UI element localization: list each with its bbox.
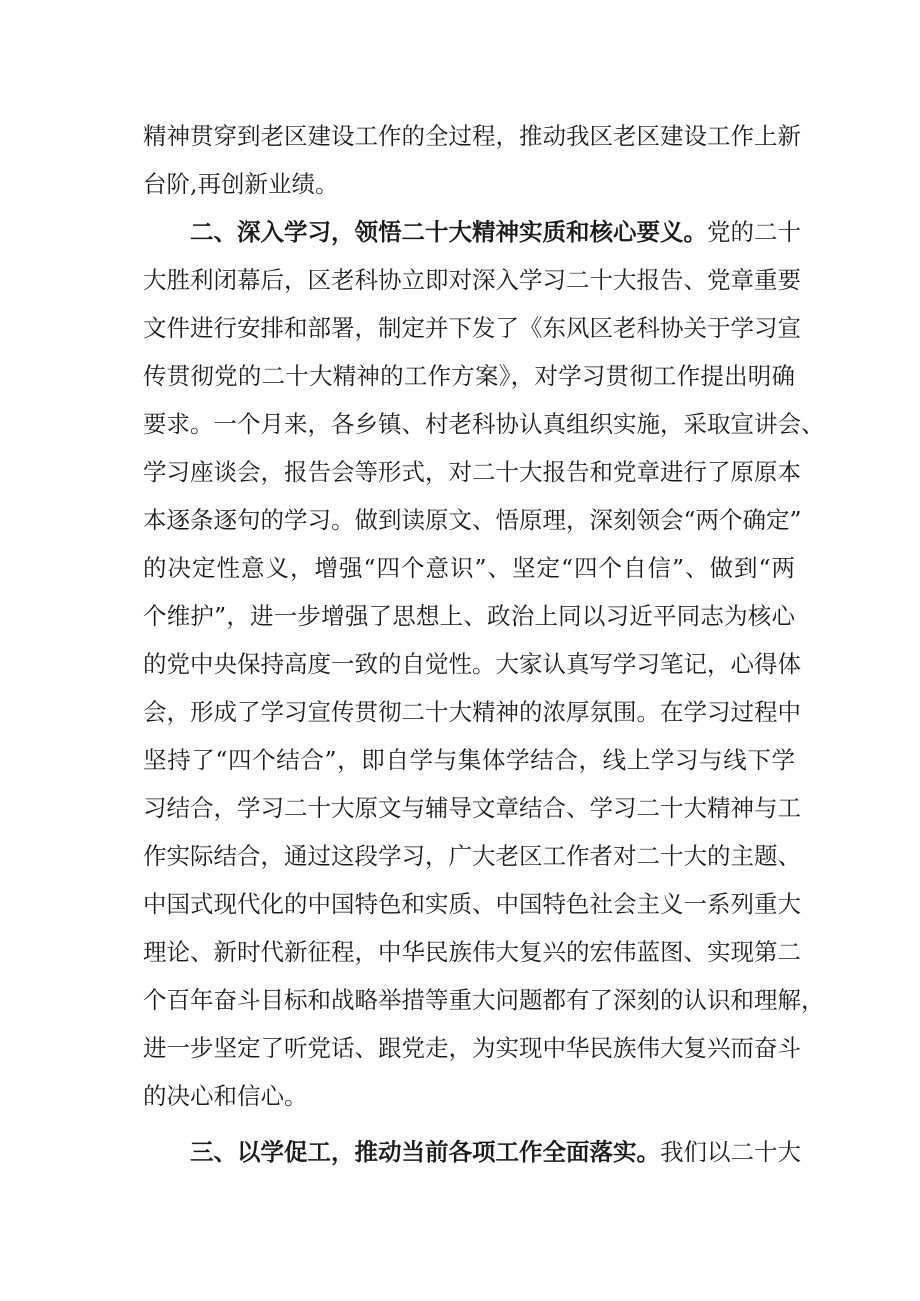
- text-line: [143, 553, 795, 583]
- text-segment: 大胜利闭幕后，区老科协立即对深入学习二十大报告、党章重要: [143, 266, 801, 294]
- text-line: [143, 265, 801, 295]
- text-line: [143, 313, 801, 343]
- text-segment: 坚持了“四个结合”，即自学与集体学结合，线上学习与线下学: [143, 746, 795, 774]
- text-line: [143, 1033, 801, 1063]
- text-segment: 台阶,再创新业绩。: [143, 170, 339, 198]
- text-segment: 我们以二十大: [660, 1138, 801, 1166]
- text-segment: 的决心和信心。: [143, 1082, 308, 1110]
- text-line: [143, 649, 801, 679]
- text-segment: 进一步坚定了听党话、跟党走，为实现中华民族伟大复兴而奋斗: [143, 1034, 801, 1062]
- section-heading: 二、深入学习，领悟二十大精神实质和核心要义。: [190, 218, 707, 246]
- text-line: [143, 505, 802, 535]
- text-line: [143, 601, 795, 631]
- text-line: [143, 889, 801, 919]
- text-segment: 学习座谈会，报告会等形式，对二十大报告和党章进行了原原本: [143, 458, 801, 486]
- text-segment: 精神贯穿到老区建设工作的全过程，推动我区老区建设工作上新: [143, 122, 801, 150]
- section-heading-line: [190, 217, 801, 247]
- text-segment: 个维护”，进一步增强了思想上、政治上同以习近平同志为核心: [143, 602, 795, 630]
- text-segment: 本逐条逐句的学习。做到读原文、悟原理，深刻领会“两个确定”: [143, 506, 802, 534]
- text-line: [143, 793, 801, 823]
- text-line: [143, 745, 795, 775]
- text-segment: 的决定性意义，增强“四个意识”、坚定“四个自信”、做到“两: [143, 554, 795, 582]
- text-segment: 文件进行安排和部署，制定并下发了《东风区老科协关于学习宣: [143, 314, 801, 342]
- section-heading: 三、以学促工，推动当前各项工作全面落实。: [190, 1138, 660, 1166]
- text-line: [143, 361, 795, 391]
- text-segment: 会，形成了学习宣传贯彻二十大精神的浓厚氛围。在学习过程中: [143, 698, 801, 726]
- section-heading-line: [190, 1137, 801, 1167]
- text-segment: 理论、新时代新征程，中华民族伟大复兴的宏伟蓝图、实现第二: [143, 938, 801, 966]
- text-segment: 党的二十: [707, 218, 801, 246]
- text-line: [143, 121, 801, 151]
- text-line: [143, 697, 801, 727]
- text-line: [143, 841, 801, 871]
- text-segment: 个百年奋斗目标和战略举措等重大问题都有了深刻的认识和理解，: [143, 986, 825, 1014]
- text-line: [143, 1081, 795, 1111]
- text-line: [143, 937, 801, 967]
- text-segment: 的党中央保持高度一致的自觉性。大家认真写学习笔记，心得体: [143, 650, 801, 678]
- text-segment: 习结合，学习二十大原文与辅导文章结合、学习二十大精神与工: [143, 794, 801, 822]
- text-segment: 作实际结合，通过这段学习，广大老区工作者对二十大的主题、: [143, 842, 801, 870]
- text-line: [143, 169, 795, 199]
- text-line: [143, 409, 825, 439]
- text-line: [143, 985, 825, 1015]
- text-segment: 中国式现代化的中国特色和实质、中国特色社会主义一系列重大: [143, 890, 801, 918]
- text-segment: 要求。一个月来，各乡镇、村老科协认真组织实施，采取宣讲会、: [143, 410, 825, 438]
- text-segment: 传贯彻党的二十大精神的工作方案》，对学习贯彻工作提出明确: [143, 362, 795, 390]
- text-line: [143, 457, 801, 487]
